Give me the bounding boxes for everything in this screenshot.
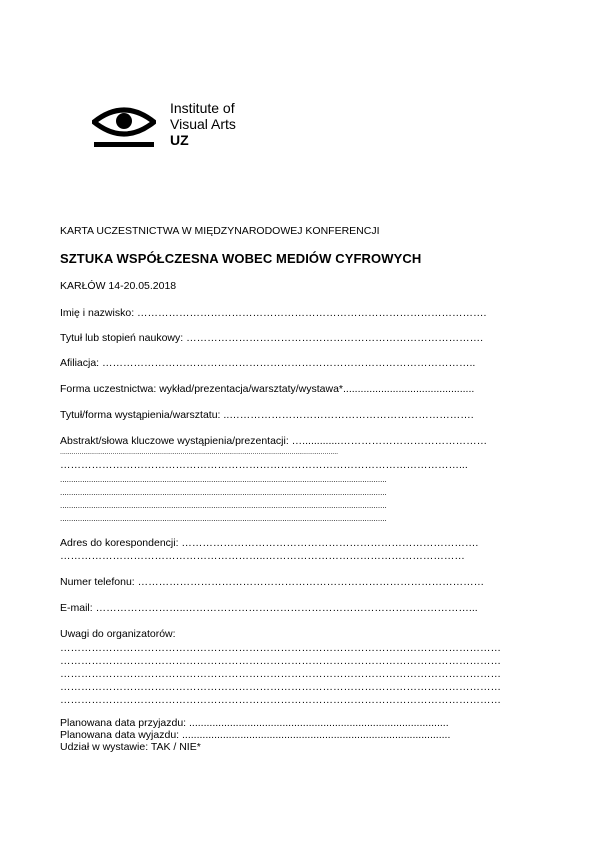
logo-line-2: Visual Arts [170,116,236,132]
card-label: KARTA UCZESTNICTWA W MIĘDZYNARODOWEJ KONFERENCJI [60,225,380,237]
participation-form-field[interactable]: Forma uczestnictwa: wykład/prezentacja/warsztaty/wystawa*............................................. [60,383,475,395]
remarks-line[interactable]: ……………………………………………………………………………………………………………… [60,668,501,680]
conference-title: SZTUKA WSPÓŁCZESNA WOBEC MEDIÓW CYFROWYCH [60,251,422,266]
logo-line-3: UZ [170,132,189,148]
abstract-line[interactable]: ............................................................................................................................................... [60,449,339,456]
eye-logo-icon [92,100,156,148]
exhibition-participation-field[interactable]: Udział w wystawie: TAK / NIE* [60,741,201,753]
address-field[interactable]: Adres do korespondencji: …………………………………………………………………………. [60,537,479,549]
remarks-label: Uwagi do organizatorów: [60,628,176,640]
arrival-date-field[interactable]: Planowana data przyjazdu: ......................................................................................... [60,717,449,729]
abstract-line[interactable]: ……………………………………………………………………………………………………... [60,459,468,471]
abstract-line[interactable]: ................................................................................................................................................... [60,488,387,497]
degree-field[interactable]: Tytuł lub stopień naukowy: …………………………………………………………………………. [60,332,483,344]
remarks-line[interactable]: ……………………………………………………………………………………………………………… [60,642,501,654]
abstract-line[interactable]: ................................................................................................................................................... [60,501,387,510]
abstract-field[interactable]: Abstrakt/słowa kluczowe wystąpienia/prezentacji: ….............…………………………………… [60,435,488,447]
remarks-line[interactable]: ……………………………………………………………………………………………………………… [60,681,501,693]
departure-date-field[interactable]: Planowana data wyjazdu: ............................................................................................ [60,729,451,741]
abstract-line[interactable]: ................................................................................................................................................... [60,475,387,484]
abstract-line[interactable]: ................................................................................................................................................... [60,514,387,523]
email-field[interactable]: E-mail: ……………………..………………………………………………………………………... [60,602,478,614]
talk-title-field[interactable]: Tytuł/forma wystąpienia/warsztatu: ..……………………………………………………………. [60,409,474,421]
logo-line-1: Institute of [170,100,235,116]
name-field[interactable]: Imię i nazwisko: ………………………………………………………………………………………. [60,307,487,319]
place-date: KARŁÓW 14-20.05.2018 [60,280,177,292]
affiliation-field[interactable]: Afiliacja: …………………………………………………………………………………………….. [60,357,476,369]
remarks-line[interactable]: ……………………………………………………………………………………………………………… [60,694,501,706]
phone-field[interactable]: Numer telefonu: ……………………………………………………………………………………… [60,576,485,588]
address-line[interactable]: …………………………………………………..………………………………………………… [60,550,465,562]
remarks-line[interactable]: ……………………………………………………………………………………………………………… [60,655,501,667]
